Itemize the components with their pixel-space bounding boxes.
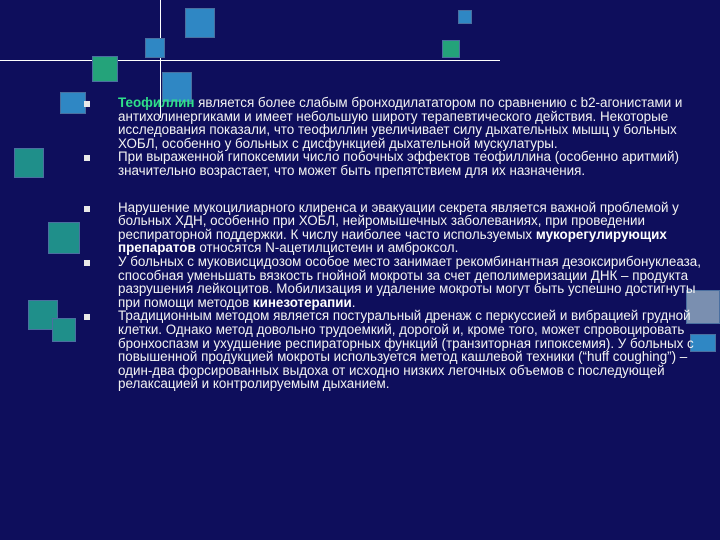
paragraph-text: относятся N-ацетилцистеин и амброксол.	[195, 240, 459, 256]
bullet-icon	[84, 206, 90, 212]
decorative-square	[48, 222, 80, 254]
paragraph-text: У больных с муковисцидозом особое место занимает рекомбинантная дезоксирибонуклеаза, способная уменьшать вязкость гнойной мокроты за счет деполимеризации ДНК – продукта разрушения лейкоцитов. Мобилизация и удаление мокроты могут быть успешно достигнуты при помощи методов	[118, 253, 701, 310]
bullet-icon	[84, 101, 90, 107]
paragraph-text: .	[351, 294, 356, 310]
paragraph-text: Нарушение мукоцилиарного клиренса и эвакуации секрета является важной проблемой у больных ХДН, особенно при ХОБЛ, нейромышечных заболеваниях, при проведении респираторной поддержки. К числу наиболее часто используемых	[118, 199, 679, 242]
decorative-square	[92, 56, 118, 82]
decorative-square	[458, 10, 472, 24]
decorative-square	[442, 40, 460, 58]
paragraph-hypoxemia	[84, 150, 716, 177]
paragraph-mucoviscidosis	[84, 255, 716, 309]
decorative-square	[145, 38, 165, 58]
decorative-horizontal-line	[0, 60, 500, 61]
decorative-square	[14, 148, 44, 178]
slide-content	[84, 96, 716, 391]
bullet-icon	[84, 260, 90, 266]
bullet-icon	[84, 155, 90, 161]
paragraph-postural-drainage	[84, 309, 716, 391]
paragraph-text: Традиционным методом является постуральный дренаж с перкуссией и вибрацией грудной клетки. Однако метод довольно трудоемкий, дорогой и, кроме того, может спровоцировать бронхоспазм и ухудшение респираторных функций (транзиторная гипоксемия). У больных с повышенной продукцией мокроты используется метод кашлевой техники (“huff coughing”) – один-два форсированных выдоха от исходно низких легочных объемов с последующей релаксацией и контролируемым дыханием.	[118, 308, 694, 392]
bold-term: кинезотерапии	[252, 294, 352, 310]
decorative-square	[185, 8, 215, 38]
decorative-square	[60, 92, 86, 114]
paragraph-text: При выраженной гипоксемии число побочных эффектов теофиллина (особенно аритмий) значительно возрастает, что может быть препятствием для их назначения.	[118, 149, 679, 178]
highlight-term: Теофиллин	[118, 95, 195, 110]
decorative-square	[52, 318, 76, 342]
paragraph-mucociliary	[84, 201, 716, 255]
paragraph-text: является более слабым бронходилататором по сравнению с b2-агонистами и антихолинергиками и имеет небольшую широту терапевтического действия. Некоторые исследования показали, что теофиллин увеличивает силу дыхательных мышц у больных ХОБЛ, особенно у больных с дисфункцией дыхательной мускулатуры.	[118, 95, 683, 151]
bullet-icon	[84, 314, 90, 320]
bold-term: мукорегулирующих препаратов	[118, 226, 667, 256]
paragraph-theophylline	[84, 96, 716, 150]
